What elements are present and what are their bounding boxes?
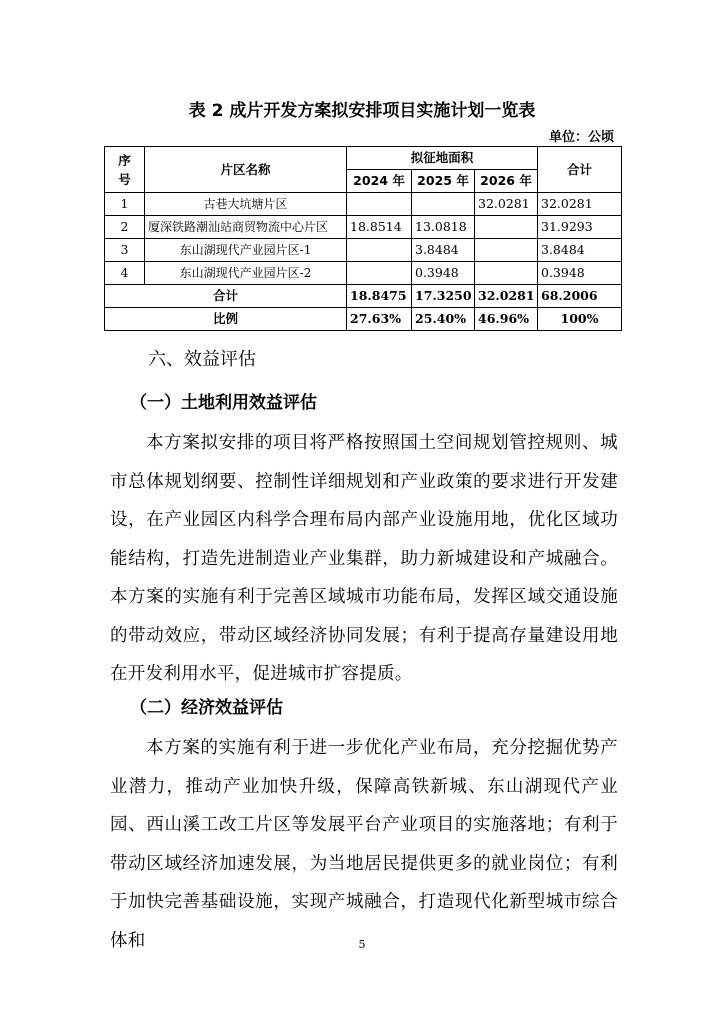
cell-2025: 3.8484 bbox=[412, 239, 475, 262]
ratio-2024: 27.63% bbox=[347, 308, 412, 331]
table-row bbox=[105, 262, 622, 285]
table-row bbox=[105, 239, 622, 262]
cell-2024 bbox=[347, 262, 412, 285]
sum-2025: 17.3250 bbox=[412, 285, 475, 308]
table-sum-row bbox=[105, 285, 622, 308]
ratio-2026: 46.96% bbox=[475, 308, 538, 331]
cell-seq: 4 bbox=[105, 262, 145, 285]
header-year: 2025 年 bbox=[412, 170, 475, 193]
cell-2026 bbox=[475, 216, 538, 239]
section-6-1-heading: （一）土地利用效益评估 bbox=[130, 393, 317, 413]
section-6-heading: 六、效益评估 bbox=[148, 349, 256, 370]
cell-2024: 18.8514 bbox=[347, 216, 412, 239]
table-row bbox=[105, 193, 622, 216]
section-6-2-heading: （二）经济效益评估 bbox=[130, 698, 283, 718]
page-number: 5 bbox=[358, 938, 366, 951]
cell-2024 bbox=[347, 193, 412, 216]
cell-2025: 0.3948 bbox=[412, 262, 475, 285]
section-6-2-body: 本方案的实施有利于进一步优化产业布局，充分挖掘优势产业潜力，推动产业加快升级，保障高铁新城、东山湖现代产业园、西山溪工改工片区等发展平台产业项目的实施落地；有利于带动区域经济加速发展，为当地居民提供更多的就业岗位；有利于加快完善基础设施，实现产城融合，打造现代化新型城市综合体和 bbox=[110, 738, 618, 951]
implementation-plan-table bbox=[104, 146, 622, 331]
table-ratio-row bbox=[105, 308, 622, 331]
sum-total: 68.2006 bbox=[538, 285, 622, 308]
cell-total: 32.0281 bbox=[538, 193, 622, 216]
cell-name: 厦深铁路潮汕站商贸物流中心片区 bbox=[145, 216, 347, 239]
cell-2026 bbox=[475, 239, 538, 262]
header-year: 2024 年 bbox=[347, 170, 412, 193]
cell-seq: 3 bbox=[105, 239, 145, 262]
cell-name: 东山湖现代产业园片区-1 bbox=[145, 239, 347, 262]
table-row bbox=[105, 216, 622, 239]
cell-2026: 32.0281 bbox=[475, 193, 538, 216]
table-title: 表 2 成片开发方案拟安排项目实施计划一览表 bbox=[188, 101, 536, 121]
sum-2026: 32.0281 bbox=[475, 285, 538, 308]
header-area: 拟征地面积 bbox=[347, 147, 538, 170]
section-6-1-body: 本方案拟安排的项目将严格按照国土空间规划管控规则、城市总体规划纲要、控制性详细规划和产业政策的要求进行开发建设，在产业园区内科学合理布局内部产业设施用地，优化区域功能结构，打造先进制造业产业集群，助力新城建设和产城融合。本方案的实施有利于完善区域城市功能布局，发挥区域交通设施的带动效应，带动区域经济协同发展；有利于提高存量建设用地在开发利用水平，促进城市扩容提质。 bbox=[110, 433, 618, 684]
cell-name: 东山湖现代产业园片区-2 bbox=[145, 262, 347, 285]
cell-2024 bbox=[347, 239, 412, 262]
table-unit: 单位：公顷 bbox=[548, 130, 614, 145]
sum-2024: 18.8475 bbox=[347, 285, 412, 308]
cell-total: 0.3948 bbox=[538, 262, 622, 285]
cell-seq: 2 bbox=[105, 216, 145, 239]
cell-name: 古巷大坑塘片区 bbox=[145, 193, 347, 216]
cell-total: 31.9293 bbox=[538, 216, 622, 239]
ratio-2025: 25.40% bbox=[412, 308, 475, 331]
header-name: 片区名称 bbox=[145, 147, 347, 193]
ratio-total: 100% bbox=[538, 308, 622, 331]
cell-2026 bbox=[475, 262, 538, 285]
header-seq: 序号 bbox=[105, 147, 145, 193]
cell-2025: 13.0818 bbox=[412, 216, 475, 239]
cell-seq: 1 bbox=[105, 193, 145, 216]
ratio-label: 比例 bbox=[105, 308, 347, 331]
cell-total: 3.8484 bbox=[538, 239, 622, 262]
header-year: 2026 年 bbox=[475, 170, 538, 193]
header-total: 合计 bbox=[538, 147, 622, 193]
cell-2025 bbox=[412, 193, 475, 216]
sum-label: 合计 bbox=[105, 285, 347, 308]
table-header-row bbox=[105, 147, 622, 170]
